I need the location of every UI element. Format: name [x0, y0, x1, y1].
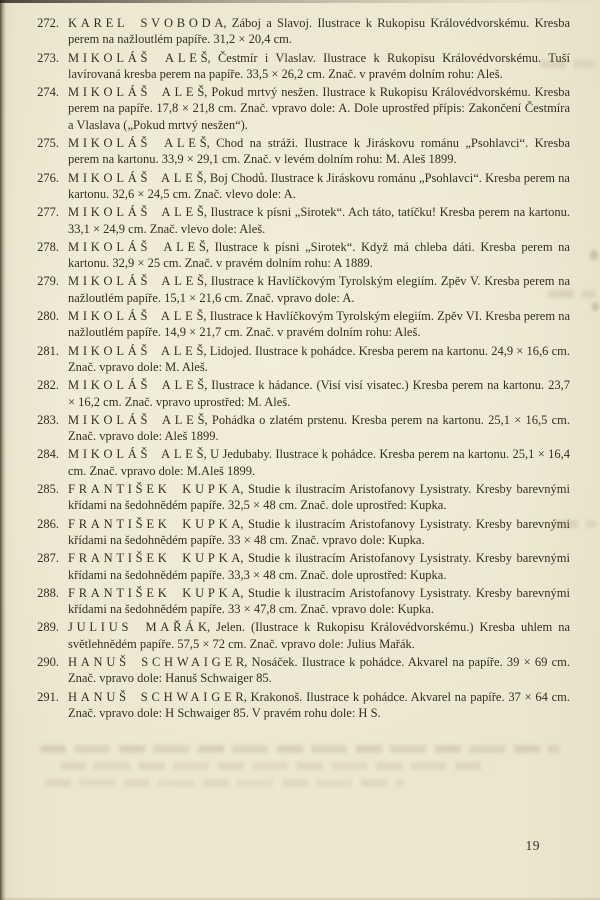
entry-number: 273.	[37, 50, 59, 65]
entry-number: 289.	[37, 620, 59, 635]
entry-text	[68, 135, 570, 168]
entry-artist-name: FRANTIŠEK KUPKA	[68, 551, 245, 566]
entry-text	[68, 50, 570, 83]
catalog-entry	[28, 204, 570, 237]
entry-text	[68, 689, 570, 722]
entry-text	[68, 550, 570, 583]
entry-artist-name: MIKOLÁŠ ALEŠ	[68, 309, 208, 324]
catalog-entry	[28, 377, 570, 410]
bleed-through-artifact	[45, 779, 405, 787]
entry-artist-name: HANUŠ SCHWAIGER	[68, 689, 248, 704]
entry-artist-name: MIKOLÁŠ ALEŠ	[68, 239, 210, 254]
entry-description: , Boj Chodů. Ilustrace k Jiráskovu románu „Psohlavci“. Kresba perem na kartonu. 32,6 × 24,5 cm. Znač. vlevo dole: A.	[68, 170, 570, 201]
entry-text	[68, 204, 570, 237]
entry-artist-name: JULIUS MAŘÁK	[68, 620, 211, 635]
entry-number: 275.	[37, 136, 59, 151]
entry-description: , Pohádka o zlatém prstenu. Kresba perem na kartonu. 25,1 × 16,5 cm. Znač. vpravo dole: Aleš 1899.	[68, 412, 570, 444]
entry-artist-name: MIKOLÁŠ ALEŠ	[68, 343, 208, 358]
entry-number: 286.	[37, 516, 59, 531]
entry-number: 281.	[37, 343, 59, 358]
entry-description: , Záboj a Slavoj. Ilustrace k Rukopisu Královédvorskému. Kresba perem na nažloutlém papíře. 31,2 × 20,4 cm.	[68, 16, 571, 47]
entry-number: 277.	[37, 205, 59, 220]
entry-description: , Studie k ilustracím Aristofanovy Lysistraty. Kresby barevnými křídami na šedohnědém papíře. 33 × 47,8 cm. Znač. vpravo dole: Kupka.	[68, 585, 570, 617]
entry-text	[68, 84, 570, 133]
catalog-entry	[28, 585, 570, 618]
entry-text	[68, 273, 570, 306]
entry-description: , Ilustrace k hádance. (Visí visí visatec.) Kresba perem na kartonu. 23,7 × 16,2 cm. Znač. vpravo uprostřed: M. Aleš.	[68, 378, 570, 409]
entry-artist-name: MIKOLÁŠ ALEŠ	[68, 136, 211, 151]
entry-text	[68, 516, 570, 549]
entry-number: 282.	[37, 378, 59, 393]
entry-description: , Chod na stráži. Ilustrace k Jiráskovu románu „Psohlavci“. Kresba perem na kartonu. 33,9 × 29,1 cm. Znač. v levém dolním rohu: M. Aleš 1899.	[68, 136, 570, 167]
entry-description: , Čestmír i Vlaslav. Ilustrace k Rukopisu Královédvorskému. Tuší lavírovaná kresba perem na papíře. 33,5 × 26,2 cm. Znač. v pravém dolním rohu: Aleš.	[68, 50, 570, 81]
catalog-list	[28, 15, 570, 721]
entry-artist-name: MIKOLÁŠ ALEŠ	[68, 205, 208, 220]
entry-artist-name: MIKOLÁŠ ALEŠ	[68, 412, 209, 427]
entry-artist-name: HANUŠ SCHWAIGER	[68, 654, 248, 669]
entry-text	[68, 412, 570, 445]
bleed-through-artifact	[590, 250, 598, 260]
catalog-entry	[28, 239, 570, 272]
bleed-through-artifact	[60, 762, 490, 770]
entry-number: 274.	[37, 85, 59, 100]
entry-text	[68, 308, 570, 341]
bleed-through-artifact	[592, 302, 599, 311]
entry-number: 283.	[37, 412, 59, 427]
entry-description: , Pokud mrtvý nesžen. Ilustrace k Rukopisu Královédvorskému. Kresba perem na papíře. 17,8 × 21,8 cm. Znač. vpravo dole: A. Dole uprostřed přípis: Zakončení Čestmíra a Vlaslava („Pokud mrtvý nesžen“).	[68, 85, 570, 132]
entry-description: , U Jedubaby. Ilustrace k pohádce. Kresba perem na kartonu. 25,1 × 16,4 cm. Znač. vpravo dole: M.Aleš 1899.	[68, 447, 570, 478]
entry-artist-name: MIKOLÁŠ ALEŠ	[68, 170, 208, 185]
entry-text	[68, 377, 570, 410]
scan-top-edge-shadow	[0, 0, 600, 3]
catalog-entry	[28, 273, 570, 306]
page-number: 19	[525, 838, 540, 853]
catalog-entry	[28, 550, 570, 583]
entry-text	[68, 239, 570, 272]
entry-description: , Nosáček. Ilustrace k pohádce. Akvarel na papíře. 39 × 69 cm. Znač. vpravo dole: Hanuš Schwaiger 85.	[68, 654, 570, 686]
entry-text	[68, 446, 570, 479]
entry-description: , Ilustrace k Havlíčkovým Tyrolským elegiím. Zpěv VI. Kresba perem na nažloutlém papíře. 14,9 × 21,7 cm. Znač. v pravém dolním rohu: Aleš.	[68, 309, 570, 340]
catalog-entry	[28, 15, 570, 48]
entry-number: 272.	[37, 16, 59, 30]
entry-text	[68, 481, 570, 514]
entry-description: , Ilustrace k písni „Sirotek“. Když má chleba dáti. Kresba perem na kartonu. 32,9 × 25 cm. Znač. v pravém dolním rohu: A 1889.	[68, 239, 570, 271]
entry-description: , Studie k ilustracím Aristofanovy Lysistraty. Kresby barevnými křídami na šedohnědém papíře. 33 × 48 cm. Znač. vpravo dole: Kupka.	[68, 516, 570, 547]
entry-number: 288.	[37, 585, 59, 600]
entry-artist-name: FRANTIŠEK KUPKA	[68, 585, 245, 600]
entry-text	[68, 343, 570, 376]
entry-text	[68, 619, 570, 652]
entry-text	[68, 170, 570, 203]
entry-number: 290.	[37, 654, 59, 669]
bleed-through-artifact	[40, 745, 560, 753]
entry-artist-name: MIKOLÁŠ ALEŠ	[68, 50, 212, 65]
entry-number: 279.	[37, 274, 59, 289]
entry-artist-name: MIKOLÁŠ ALEŠ	[68, 447, 208, 462]
entry-artist-name: FRANTIŠEK KUPKA	[68, 482, 245, 497]
entry-text	[68, 15, 570, 48]
entry-artist-name: MIKOLÁŠ ALEŠ	[68, 274, 208, 289]
scan-left-edge-shadow	[0, 0, 6, 900]
entry-number: 285.	[37, 482, 59, 497]
entry-description: , Krakonoš. Ilustrace k pohádce. Akvarel na papíře. 37 × 64 cm. Znač. vpravo dole: H Schwaiger 85. V pravém rohu dole: H S.	[68, 689, 570, 720]
entry-description: , Ilustrace k Havlíčkovým Tyrolským elegiím. Zpěv V. Kresba perem na nažloutlém papíře. 15,1 × 21,6 cm. Znač. vpravo dole: A.	[68, 274, 570, 305]
entry-artist-name: FRANTIŠEK KUPKA	[68, 516, 245, 531]
catalog-entry	[28, 654, 570, 687]
entry-description: , Studie k ilustracím Aristofanovy Lysistraty. Kresby barevnými křídami na šedohnědém papíře. 33,3 × 48 cm. Znač. dole uprostřed: Kupka.	[68, 551, 570, 582]
entry-description: , Jelen. (Ilustrace k Rukopisu Královédvorskému.) Kresba uhlem na světlehnědém papíře. 57,5 × 72 cm. Znač. vpravo dole: Julius Mařák.	[68, 620, 571, 651]
entry-description: , Lidojed. Ilustrace k pohádce. Kresba perem na kartonu. 24,9 × 16,6 cm. Znač. vpravo dole: M. Aleš.	[68, 343, 570, 374]
catalog-entry	[28, 308, 570, 341]
entry-text	[68, 654, 570, 687]
entry-number: 276.	[37, 170, 59, 185]
entry-number: 284.	[37, 447, 59, 462]
entry-text	[68, 585, 570, 618]
catalog-entry	[28, 412, 570, 445]
entry-artist-name: KAREL SVOBODA	[68, 16, 228, 30]
entry-artist-name: MIKOLÁŠ ALEŠ	[68, 85, 209, 100]
entry-description: , Ilustrace k písni „Sirotek“. Ach táto, tatíčku! Kresba perem na kartonu. 33,1 × 24,9 cm. Znač. vlevo dole: Aleš.	[68, 205, 570, 236]
catalog-entry	[28, 516, 570, 549]
catalog-entry	[28, 481, 570, 514]
catalog-entry	[28, 619, 570, 652]
entry-description: , Studie k ilustracím Aristofanovy Lysistraty. Kresby barevnými křídami na šedohnědém papíře. 32,5 × 48 cm. Znač. dole uprostřed: Kupka.	[68, 482, 570, 513]
catalog-entry	[28, 84, 570, 133]
entry-number: 280.	[37, 309, 59, 324]
catalog-entry	[28, 50, 570, 83]
catalog-entry	[28, 170, 570, 203]
entry-number: 287.	[37, 551, 59, 566]
catalog-entry	[28, 343, 570, 376]
entry-artist-name: MIKOLÁŠ ALEŠ	[68, 378, 208, 393]
entry-number: 278.	[37, 239, 59, 254]
catalog-entry	[28, 689, 570, 722]
catalog-entry	[28, 446, 570, 479]
catalog-entry	[28, 135, 570, 168]
entry-number: 291.	[37, 689, 59, 704]
